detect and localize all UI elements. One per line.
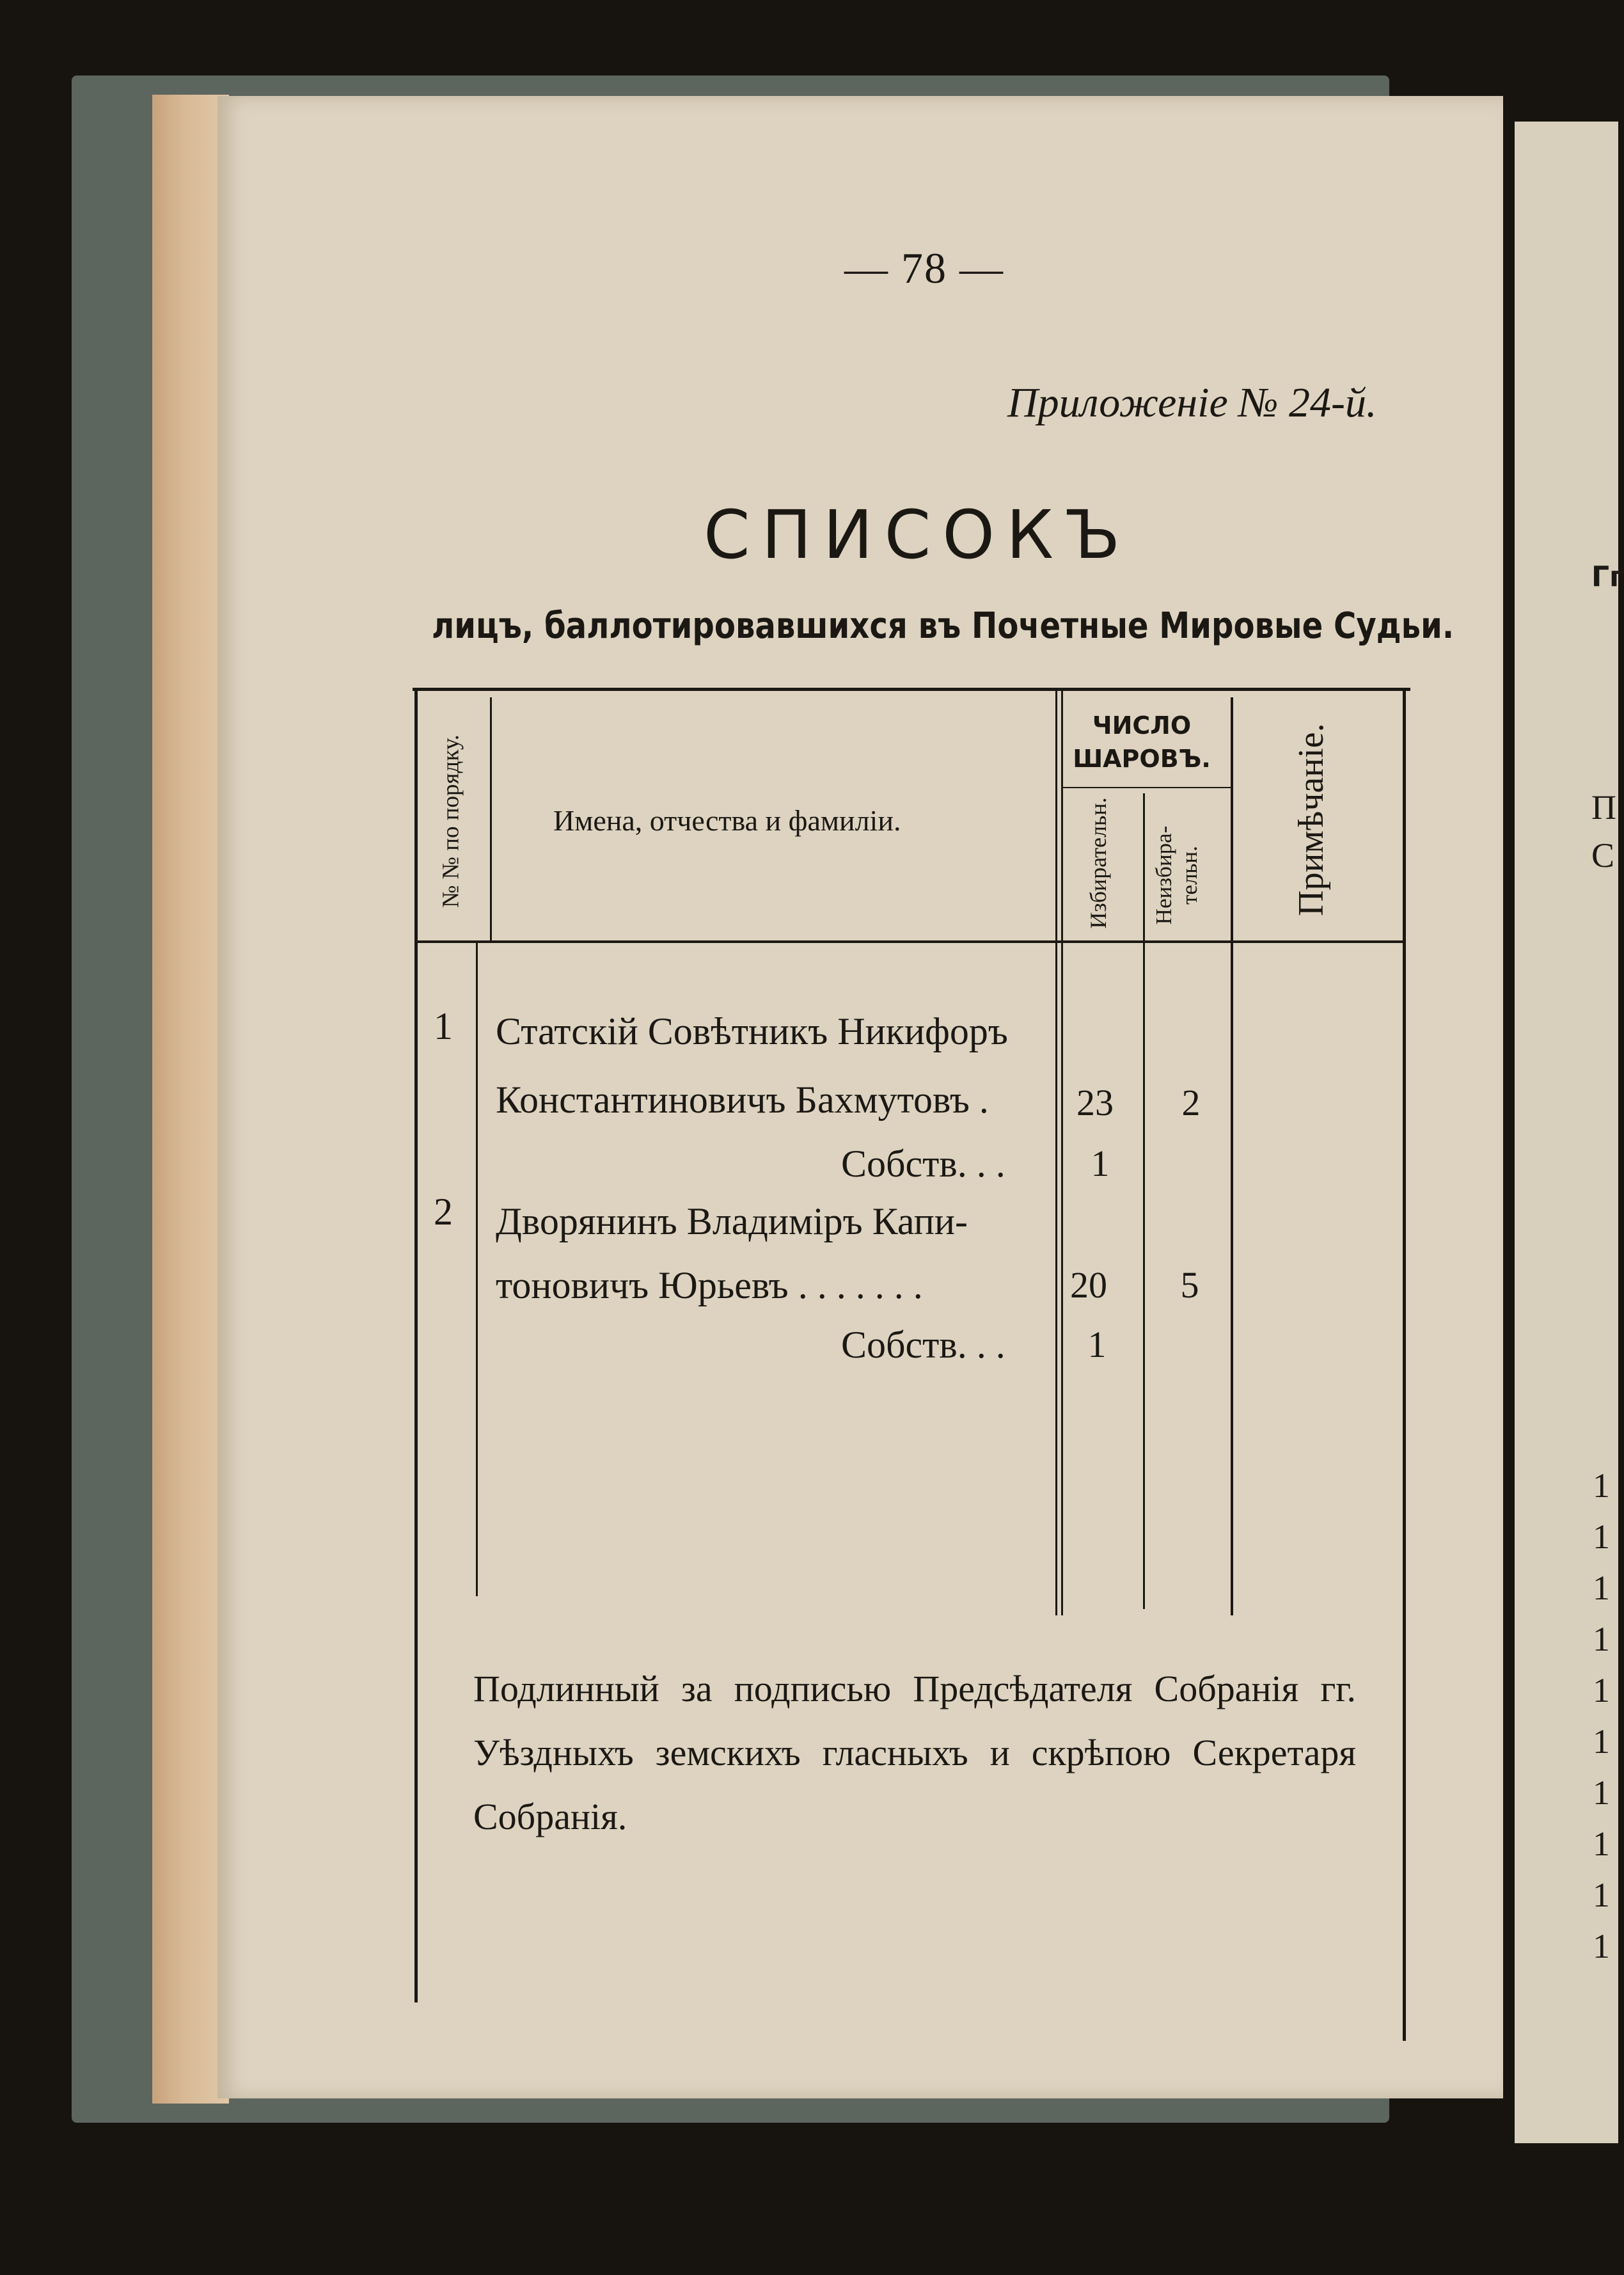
- facing-page-fragment: 1: [1593, 1722, 1610, 1761]
- own-label: Собств. . .: [841, 1324, 1005, 1366]
- header-order: № № по порядку.: [438, 734, 464, 908]
- row-name-line1: Статскій Совѣтникъ Никифоръ: [496, 1010, 1008, 1052]
- col-divider-order-body: [476, 940, 478, 1596]
- facing-page-fragment: Гг: [1591, 560, 1624, 593]
- col-divider-names-b: [1061, 691, 1063, 1615]
- electoral-value: 20: [1070, 1264, 1107, 1306]
- row-number: 2: [434, 1191, 453, 1233]
- electoral-value: 23: [1076, 1082, 1114, 1123]
- facing-page-fragment: 1: [1593, 1620, 1610, 1658]
- table-top-rule: [413, 688, 1410, 691]
- header-names: Имена, отчества и фамиліи.: [553, 804, 901, 837]
- table-header-rule: [417, 940, 1405, 943]
- table-left-border: [414, 688, 418, 2002]
- own-label: Собств. . .: [841, 1143, 1005, 1185]
- non-electoral-value: 2: [1181, 1082, 1201, 1123]
- facing-page-fragment: 1: [1593, 1927, 1610, 1965]
- header-balls-count: ЧИСЛО ШАРОВЪ.: [1073, 711, 1211, 773]
- page-number: — 78 —: [844, 244, 1004, 292]
- own-value: 1: [1087, 1324, 1107, 1365]
- appendix-label: Приложеніе № 24-й.: [1007, 379, 1377, 426]
- col-divider-order: [490, 697, 492, 940]
- header-electoral: Избирательн.: [1085, 797, 1111, 929]
- facing-page-fragment: 1: [1593, 1825, 1610, 1863]
- col-divider-names-a: [1055, 691, 1057, 1615]
- facing-page: [1515, 122, 1624, 2143]
- header-non-electoral: Неизбира- тельн.: [1151, 825, 1202, 925]
- row-name-line2: тоновичъ Юрьевъ . . . . . . .: [496, 1264, 923, 1306]
- document-subtitle: лицъ, баллотировавшихся въ Почетные Мировые Судьи.: [432, 605, 1455, 647]
- document-title: СПИСОКЪ: [704, 496, 1132, 574]
- facing-page-fragment: 1: [1593, 1671, 1610, 1709]
- facing-page-fragment: П: [1591, 788, 1616, 827]
- facing-page-fragment: 1: [1593, 1518, 1610, 1556]
- facing-page-fragment: 1: [1593, 1466, 1610, 1505]
- non-electoral-value: 5: [1180, 1264, 1199, 1306]
- closing-paragraph: Подлинный за подписью Предсѣдателя Собранія гг. Уѣздныхъ земскихъ гласныхъ и скрѣпою Секретаря Собранія.: [473, 1668, 1356, 1837]
- facing-page-fragment: 1: [1593, 1773, 1610, 1812]
- table-right-border: [1403, 691, 1406, 2041]
- row-name-line1: Дворянинъ Владиміръ Капи-: [496, 1200, 968, 1242]
- col-divider-remark: [1231, 697, 1233, 1615]
- row-name-line2: Константиновичъ Бахмутовъ .: [496, 1079, 989, 1121]
- facing-page-fragment: 1: [1593, 1876, 1610, 1914]
- facing-page-fragment: С: [1591, 836, 1615, 875]
- row-number: 1: [434, 1005, 453, 1047]
- facing-page-fragment: 1: [1593, 1569, 1610, 1607]
- header-remark: Примѣчаніе.: [1291, 723, 1331, 916]
- col-divider-balls: [1143, 793, 1145, 1609]
- own-value: 1: [1091, 1143, 1110, 1184]
